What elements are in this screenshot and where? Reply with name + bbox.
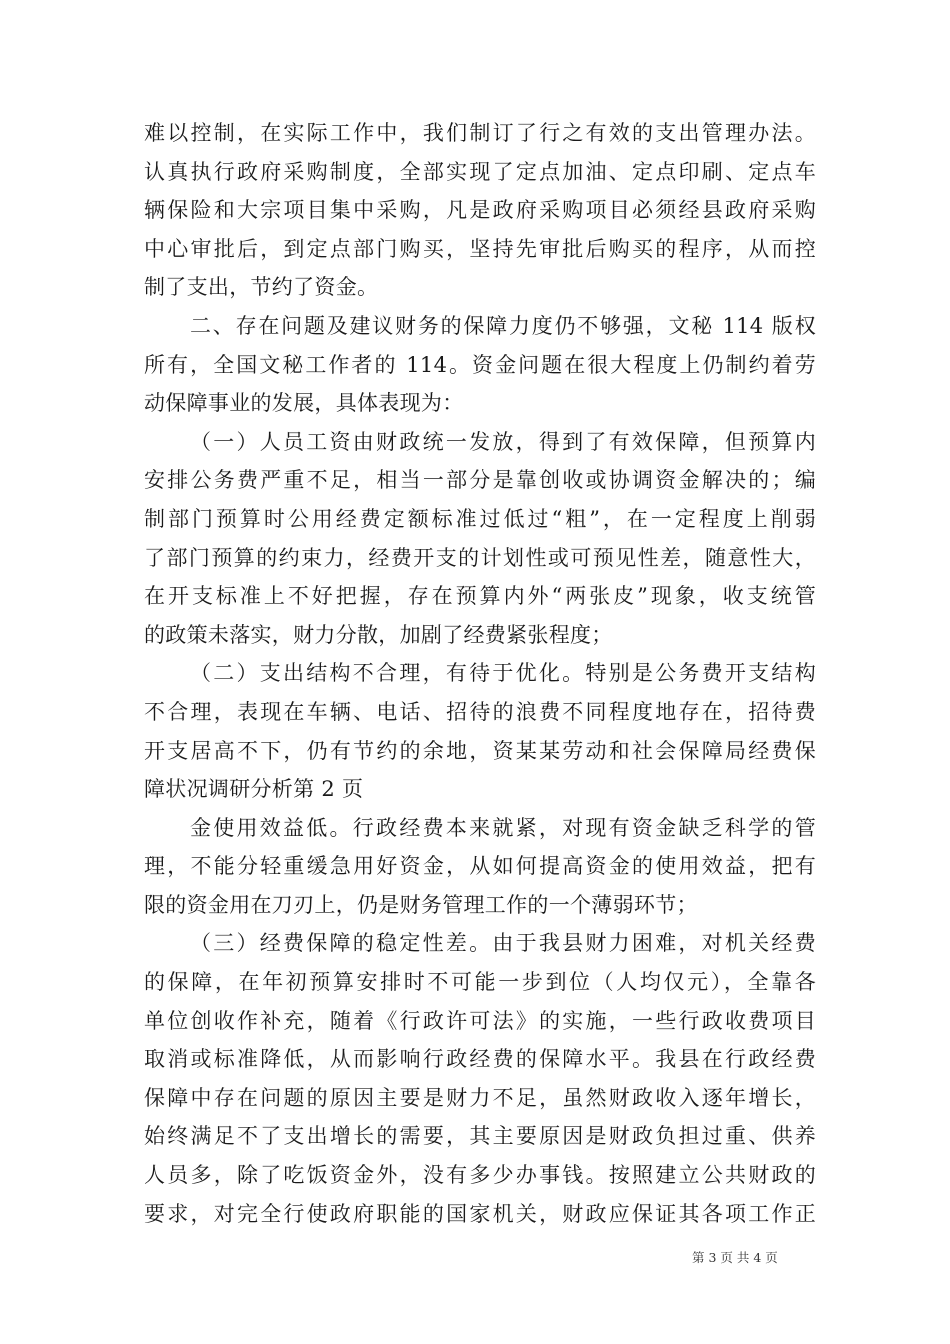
text-line-10: 安排公务费严重不足，相当一部分是靠创收或协调资金解决的；编 [144,468,816,493]
text-line-14: 的政策未落实，财力分散，加剧了经费紧张程度； [144,622,613,647]
text-line-21: 限的资金用在刀刃上，仍是财务管理工作的一个薄弱环节； [144,892,698,917]
text-line-16: 不合理，表现在车辆、电话、招待的浪费不同程度地存在，招待费 [144,699,816,724]
text-line-23: 的保障，在年初预算安排时不可能一步到位（人均仅元），全靠各 [144,970,816,995]
page-number: 第 3 页 共 4 页 [692,1250,778,1265]
text-line-18: 障状况调研分析第 2 页 [144,777,364,802]
text-line-24: 单位创收作补充，随着《行政许可法》的实施，一些行政收费项目 [144,1008,816,1033]
text-line-27: 始终满足不了支出增长的需要，其主要原因是财政负担过重、供养 [144,1124,816,1149]
text-line-13: 在开支标准上不好把握，存在预算内外“两张皮”现象，收支统管 [144,584,816,609]
text-line-19: 金使用效益低。行政经费本来就紧，对现有资金缺乏科学的管 [190,815,816,840]
text-line-15: （二）支出结构不合理，有待于优化。特别是公务费开支结构 [190,661,816,686]
text-line-2: 认真执行政府采购制度，全部实现了定点加油、定点印刷、定点车 [144,159,816,184]
text-line-22: （三）经费保障的稳定性差。由于我县财力困难，对机关经费 [190,931,816,956]
text-line-11: 制部门预算时公用经费定额标准过低过“粗”，在一定程度上削弱 [144,506,816,531]
text-line-26: 保障中存在问题的原因主要是财力不足，虽然财政收入逐年增长， [144,1085,816,1110]
text-line-5: 制了支出，节约了资金。 [144,275,379,300]
body-text [144,114,816,1233]
text-line-7: 所有，全国文秘工作者的 114。资金问题在很大程度上仍制约着劳 [144,352,816,377]
text-line-28: 人员多，除了吃饭资金外，没有多少办事钱。按照建立公共财政的 [144,1163,816,1188]
text-line-1: 难以控制，在实际工作中，我们制订了行之有效的支出管理办法。 [144,121,816,145]
text-line-20: 理，不能分轻重缓急用好资金，从如何提高资金的使用效益，把有 [144,854,816,879]
text-line-3: 辆保险和大宗项目集中采购，凡是政府采购项目必须经县政府采购 [144,198,816,223]
text-line-12: 了部门预算的约束力，经费开支的计划性或可预见性差，随意性大， [144,545,816,570]
text-line-25: 取消或标准降低，从而影响行政经费的保障水平。我县在行政经费 [144,1047,816,1072]
text-line-29: 要求，对完全行使政府职能的国家机关，财政应保证其各项工作正 [144,1201,816,1226]
text-line-8: 动保障事业的发展，具体表现为： [144,391,464,416]
text-line-4: 中心审批后，到定点部门购买，坚持先审批后购买的程序，从而控 [144,236,816,261]
text-line-17: 开支居高不下，仍有节约的余地，资某某劳动和社会保障局经费保 [144,738,816,763]
text-line-6: 二、存在问题及建议财务的保障力度仍不够强，文秘 114 版权 [190,313,816,338]
text-line-9: （一）人员工资由财政统一发放，得到了有效保障，但预算内 [190,429,816,454]
